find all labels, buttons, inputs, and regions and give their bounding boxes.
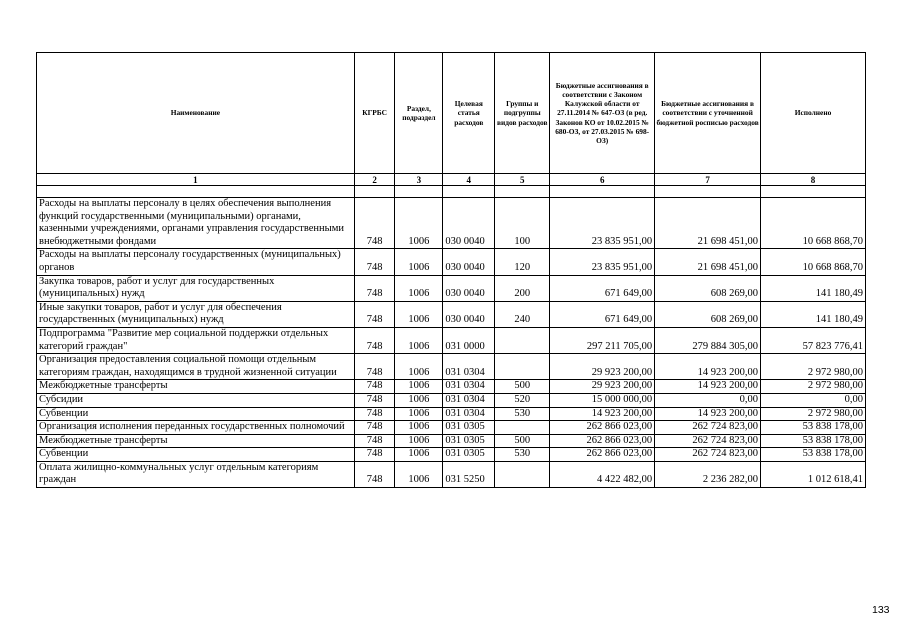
header-section: Раздел, подраздел [395,53,443,174]
header-law-allocation: Бюджетные ассигнования в соответствии с Законом Калужской области от 27.11.2014 № 647-ОЗ (в ред. Законов КО от 10.02.2015 № 680-ОЗ, от 27.03.2015 № 698-ОЗ) [550,53,655,174]
page-number: 133 [872,604,890,616]
row-executed: 53 838 178,00 [761,421,866,435]
row-name: Межбюджетные трансферты [37,380,355,394]
row-section: 1006 [395,198,443,249]
row-executed: 2 972 980,00 [761,354,866,380]
row-expense-group: 240 [495,301,550,327]
table-row [37,301,866,327]
row-law-allocation: 4 422 482,00 [550,461,655,487]
column-number: 8 [761,174,866,186]
table-row [37,354,866,380]
row-expense-group: 100 [495,198,550,249]
row-name: Организация исполнения переданных государственных полномочий [37,421,355,435]
row-kgrbs: 748 [354,461,395,487]
column-number: 7 [655,174,761,186]
budget-table [36,52,866,488]
header-target-article: Целевая статья расходов [443,53,495,174]
row-expense-group: 120 [495,249,550,275]
row-name: Организация предоставления социальной помощи отдельным категориям граждан, находящимся в трудной жизненной ситуации [37,354,355,380]
row-expense-group [495,354,550,380]
table-row [37,380,866,394]
row-law-allocation: 671 649,00 [550,275,655,301]
row-law-allocation: 262 866 023,00 [550,421,655,435]
row-section: 1006 [395,301,443,327]
table-row [37,407,866,421]
row-kgrbs: 748 [354,301,395,327]
row-executed: 2 972 980,00 [761,380,866,394]
header-executed: Исполнено [761,53,866,174]
row-expense-group [495,461,550,487]
row-name: Иные закупки товаров, работ и услуг для обеспечения государственных (муниципальных) нужд [37,301,355,327]
row-refined-allocation: 21 698 451,00 [655,249,761,275]
row-law-allocation: 14 923 200,00 [550,407,655,421]
row-executed: 10 668 868,70 [761,249,866,275]
row-law-allocation: 262 866 023,00 [550,434,655,448]
row-refined-allocation: 21 698 451,00 [655,198,761,249]
table-row [37,421,866,435]
row-refined-allocation: 14 923 200,00 [655,380,761,394]
row-executed: 141 180,49 [761,275,866,301]
row-section: 1006 [395,393,443,407]
row-name: Расходы на выплаты персоналу государственных (муниципальных) органов [37,249,355,275]
row-section: 1006 [395,461,443,487]
table-row [37,434,866,448]
table-row [37,393,866,407]
row-kgrbs: 748 [354,249,395,275]
row-section: 1006 [395,407,443,421]
row-expense-group [495,327,550,353]
row-name: Межбюджетные трансферты [37,434,355,448]
column-number: 1 [37,174,355,186]
row-section: 1006 [395,327,443,353]
row-law-allocation: 671 649,00 [550,301,655,327]
row-kgrbs: 748 [354,434,395,448]
row-name: Подпрограмма "Развитие мер социальной поддержки отдельных категорий граждан" [37,327,355,353]
header-refined-allocation: Бюджетные ассигнования в соответствии с уточненной бюджетной росписью расходов [655,53,761,174]
row-kgrbs: 748 [354,393,395,407]
table-row [37,275,866,301]
row-kgrbs: 748 [354,421,395,435]
row-refined-allocation: 262 724 823,00 [655,448,761,462]
row-law-allocation: 29 923 200,00 [550,354,655,380]
row-target-article: 031 5250 [443,461,495,487]
row-name: Оплата жилищно-коммунальных услуг отдельным категориям граждан [37,461,355,487]
row-name: Расходы на выплаты персоналу в целях обеспечения выполнения функций государственными (муниципальными) органами, казенными учреждениями, органами управления государственными внебюджетными фондами [37,198,355,249]
row-expense-group: 500 [495,380,550,394]
row-name: Субсидии [37,393,355,407]
row-section: 1006 [395,249,443,275]
row-target-article: 031 0304 [443,393,495,407]
table-row [37,249,866,275]
row-kgrbs: 748 [354,448,395,462]
table-row [37,327,866,353]
row-executed: 53 838 178,00 [761,448,866,462]
row-target-article: 031 0305 [443,434,495,448]
row-target-article: 031 0305 [443,421,495,435]
row-kgrbs: 748 [354,354,395,380]
row-executed: 2 972 980,00 [761,407,866,421]
row-kgrbs: 748 [354,380,395,394]
row-executed: 53 838 178,00 [761,434,866,448]
table-row [37,461,866,487]
row-expense-group: 530 [495,407,550,421]
row-refined-allocation: 14 923 200,00 [655,354,761,380]
row-section: 1006 [395,434,443,448]
row-expense-group: 520 [495,393,550,407]
row-kgrbs: 748 [354,327,395,353]
row-refined-allocation: 2 236 282,00 [655,461,761,487]
row-section: 1006 [395,354,443,380]
column-number: 4 [443,174,495,186]
row-expense-group [495,421,550,435]
row-kgrbs: 748 [354,198,395,249]
row-target-article: 031 0305 [443,448,495,462]
row-target-article: 030 0040 [443,198,495,249]
row-law-allocation: 297 211 705,00 [550,327,655,353]
column-number: 6 [550,174,655,186]
column-number: 5 [495,174,550,186]
column-number: 3 [395,174,443,186]
row-name: Закупка товаров, работ и услуг для государственных (муниципальных) нужд [37,275,355,301]
row-section: 1006 [395,421,443,435]
row-law-allocation: 15 000 000,00 [550,393,655,407]
row-refined-allocation: 0,00 [655,393,761,407]
row-target-article: 030 0040 [443,275,495,301]
row-name: Субвенции [37,407,355,421]
row-refined-allocation: 608 269,00 [655,275,761,301]
row-section: 1006 [395,380,443,394]
row-target-article: 030 0040 [443,301,495,327]
row-executed: 0,00 [761,393,866,407]
row-law-allocation: 23 835 951,00 [550,198,655,249]
row-refined-allocation: 608 269,00 [655,301,761,327]
row-executed: 57 823 776,41 [761,327,866,353]
row-target-article: 030 0040 [443,249,495,275]
row-expense-group: 530 [495,448,550,462]
row-target-article: 031 0304 [443,354,495,380]
header-expense-group: Группы и подгруппы видов расходов [495,53,550,174]
row-law-allocation: 23 835 951,00 [550,249,655,275]
row-section: 1006 [395,275,443,301]
table-row [37,198,866,249]
row-expense-group: 200 [495,275,550,301]
row-executed: 141 180,49 [761,301,866,327]
header-kgrbs: КГРБС [354,53,395,174]
row-refined-allocation: 262 724 823,00 [655,421,761,435]
row-executed: 1 012 618,41 [761,461,866,487]
row-law-allocation: 262 866 023,00 [550,448,655,462]
header-name: Наименование [37,53,355,174]
row-refined-allocation: 279 884 305,00 [655,327,761,353]
row-executed: 10 668 868,70 [761,198,866,249]
table-row [37,448,866,462]
row-target-article: 031 0304 [443,380,495,394]
row-kgrbs: 748 [354,275,395,301]
row-target-article: 031 0000 [443,327,495,353]
row-expense-group: 500 [495,434,550,448]
row-refined-allocation: 14 923 200,00 [655,407,761,421]
row-name: Субвенции [37,448,355,462]
row-refined-allocation: 262 724 823,00 [655,434,761,448]
row-law-allocation: 29 923 200,00 [550,380,655,394]
row-target-article: 031 0304 [443,407,495,421]
row-section: 1006 [395,448,443,462]
row-kgrbs: 748 [354,407,395,421]
column-number: 2 [354,174,395,186]
